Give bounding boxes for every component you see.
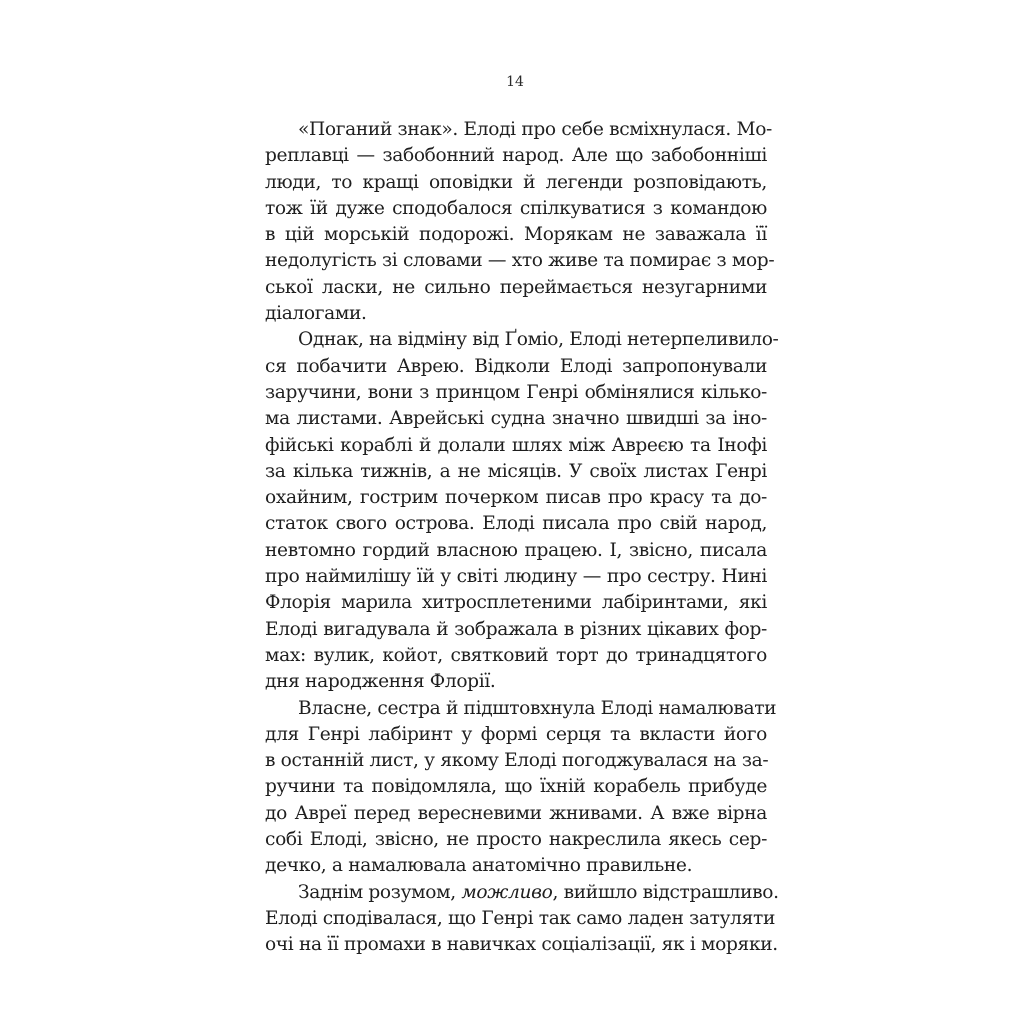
text-line: недолугість зі словами — хто живе та помирає з мор- xyxy=(265,250,775,272)
text-line: статок свого острова. Елоді писала про свій народ, xyxy=(265,513,767,535)
text-line: ся побачити Аврею. Відколи Елоді запропонували xyxy=(265,355,767,377)
text-line: для Генрі лабіринт у формі серця та вкласти його xyxy=(265,723,767,745)
page-number: 14 xyxy=(506,74,524,90)
text-line: невтомно гордий власною працею. І, звісно, писала xyxy=(265,539,767,561)
text-line: діалогами. xyxy=(265,303,367,325)
text-line: ручини та повідомляла, що їхній корабель прибуде xyxy=(265,776,767,798)
text-line: Елоді сподівалася, що Генрі так само ладен затуляти xyxy=(265,907,776,929)
text-line: «Поганий знак». Елоді про себе всміхнулася. Мо- xyxy=(298,119,772,140)
text-line: в цій морській подорожі. Морякам не заважала її xyxy=(265,224,767,246)
text-line: очі на її промахи в навичках соціалізації, як і моряки. xyxy=(265,934,778,956)
text-line: Флорія марила хитросплетеними лабіринтами, які xyxy=(265,592,767,614)
text-line: про наймилішу їй у світі людину — про сестру. Нині xyxy=(265,566,767,588)
text-run: Заднім розумом, xyxy=(298,881,462,903)
text-line: Власне, сестра й підштовхнула Елоді намалювати xyxy=(298,697,777,719)
text-line: в останній лист, у якому Елоді погоджувалася на за- xyxy=(265,750,769,772)
text-line: ма листами. Аврейські судна значно швидші за іно- xyxy=(265,408,767,430)
paragraph xyxy=(265,327,779,695)
text-line: Елоді вигадувала й зображала в різних цікавих фор- xyxy=(265,618,767,640)
paragraph xyxy=(265,696,777,880)
text-line xyxy=(265,880,779,906)
paragraph xyxy=(265,117,775,327)
text-line: мах: вулик, койот, святковий торт до тринадцятого xyxy=(265,644,767,666)
text-line: за кілька тижнів, а не місяців. У своїх листах Генрі xyxy=(265,460,767,482)
text-line: люди, то кращі оповідки й легенди розповідають, xyxy=(265,171,767,193)
emphasis-text: можливо xyxy=(461,881,553,903)
paragraph xyxy=(265,880,779,959)
text-line: тож їй дуже сподобалося спілкуватися з командою xyxy=(265,197,767,219)
text-line: заручини, вони з принцом Генрі обмінялися кілько- xyxy=(265,381,767,403)
text-line: фійські кораблі й долали шлях між Авреєю та Інофі xyxy=(265,434,767,456)
body-text xyxy=(265,117,779,959)
text-line: охайним, гострим почерком писав про красу та до- xyxy=(265,487,767,509)
text-line: до Авреї перед вересневими жнивами. А вже вірна xyxy=(265,802,767,824)
text-line: дня народження Флорії. xyxy=(265,671,496,693)
text-line: ської ласки, не сильно переймається незугарними xyxy=(265,276,767,298)
text-line: собі Елоді, звісно, не просто накреслила якесь сер- xyxy=(265,829,767,851)
text-run: , вийшло відстрашливо. xyxy=(552,881,779,903)
text-line: Однак, на відміну від Ґоміо, Елоді нетерпеливило- xyxy=(298,329,779,351)
text-line: реплавці — забобонний народ. Але що забобонніші xyxy=(265,145,767,167)
text-line: дечко, а намалювала анатомічно правильне. xyxy=(265,855,693,877)
